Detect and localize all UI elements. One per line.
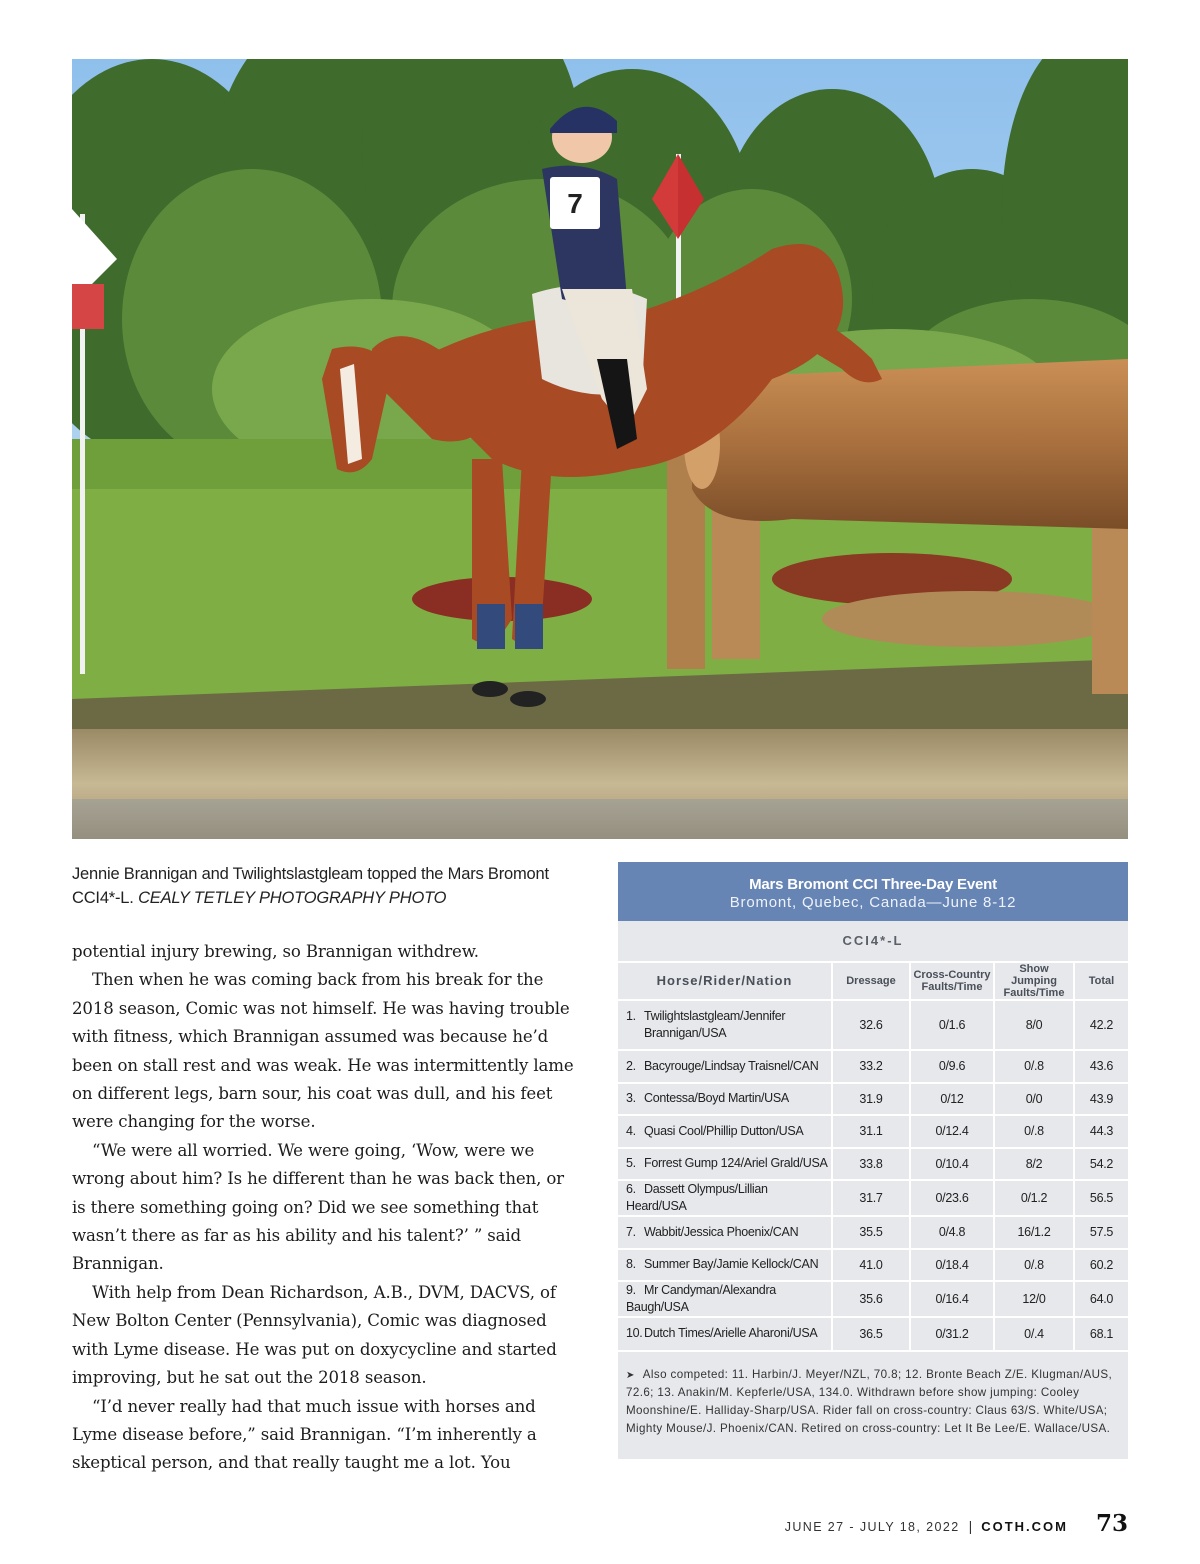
place: 7. — [626, 1224, 636, 1239]
horse-rider-cell — [618, 1317, 832, 1350]
table-row — [618, 1281, 1128, 1317]
article-paragraph: Then when he was coming back from his break for the 2018 season, Comic was not himself. He was having trouble with fitness, which Brannigan assumed was because he’d been on stall rest and was weak. He was intermittently lame on different legs, barn sour, his coat was dull, and his feet were changing for the worse. — [72, 970, 574, 1132]
sj-cell: 8/0 — [994, 1000, 1074, 1050]
xc-cell: 0/18.4 — [910, 1249, 994, 1282]
total-cell: 60.2 — [1074, 1249, 1128, 1282]
xc-cell: 0/31.2 — [910, 1317, 994, 1350]
entry: Wabbit/Jessica Phoenix/CAN — [644, 1224, 799, 1239]
page-footer — [785, 1510, 1128, 1537]
total-cell: 43.9 — [1074, 1083, 1128, 1116]
total-cell: 56.5 — [1074, 1180, 1128, 1216]
horse-rider-cell — [618, 1281, 832, 1317]
table-row — [618, 1249, 1128, 1282]
table-row — [618, 1180, 1128, 1216]
dressage-cell: 41.0 — [832, 1249, 910, 1282]
results-title: Mars Bromont CCI Three-Day Event — [749, 876, 997, 893]
article-paragraph: With help from Dean Richardson, A.B., DVM, DACVS, of New Bolton Center (Pennsylvania), Comic was diagnosed with Lyme disease. He was put on doxycycline and started improving, but he sat out the 2018 season. — [72, 1282, 557, 1388]
horse-rider-cell — [618, 1216, 832, 1249]
place: 3. — [626, 1091, 636, 1106]
dressage-cell: 31.1 — [832, 1115, 910, 1148]
table-row — [618, 1000, 1128, 1050]
total-cell: 54.2 — [1074, 1148, 1128, 1181]
sj-cell: 0/0 — [994, 1083, 1074, 1116]
results-table — [618, 961, 1128, 1350]
xc-cell: 0/12.4 — [910, 1115, 994, 1148]
place: 4. — [626, 1123, 636, 1138]
place: 9. — [626, 1283, 636, 1297]
total-cell: 64.0 — [1074, 1281, 1128, 1317]
total-cell: 43.6 — [1074, 1050, 1128, 1083]
dressage-cell: 32.6 — [832, 1000, 910, 1050]
col-header-horse: Horse/Rider/Nation — [618, 962, 832, 1000]
dressage-cell: 36.5 — [832, 1317, 910, 1350]
horse-rider-cell — [618, 1249, 832, 1282]
sj-cell: 0/1.2 — [994, 1180, 1074, 1216]
place: 1. — [626, 1009, 636, 1023]
col-header-xc-line2: Faults/Time — [921, 981, 983, 993]
dressage-cell: 35.5 — [832, 1216, 910, 1249]
horse-rider-cell — [618, 1083, 832, 1116]
col-header-dressage: Dressage — [832, 962, 910, 1000]
sj-cell: 8/2 — [994, 1148, 1074, 1181]
dressage-cell: 33.8 — [832, 1148, 910, 1181]
article-paragraph: “I’d never really had that much issue with horses and Lyme disease before,” said Brannigan. “I’m inherently a skeptical person, and that really taught me a lot. You — [72, 1396, 537, 1473]
xc-cell: 0/4.8 — [910, 1216, 994, 1249]
sj-cell: 0/.8 — [994, 1050, 1074, 1083]
col-header-cross-country — [910, 962, 994, 1000]
horse-rider-cell — [618, 1000, 832, 1050]
division-label: CCI4*-L — [842, 933, 904, 948]
xc-cell: 0/1.6 — [910, 1000, 994, 1050]
article-body — [72, 938, 577, 1478]
footer-separator: | — [968, 1518, 973, 1534]
col-header-show-jumping — [994, 962, 1074, 1000]
col-header-sj-line1: Show Jumping — [1011, 963, 1057, 987]
arrow-right-icon: ➤ — [626, 1369, 635, 1381]
entry: Dutch Times/Arielle Aharoni/USA — [644, 1326, 818, 1341]
total-cell: 42.2 — [1074, 1000, 1128, 1050]
also-competed-text: Also competed: 11. Harbin/J. Meyer/NZL, 70.8; 12. Bronte Beach Z/E. Klugman/AUS, 72.6; 13. Anakin/M. Kepferle/USA, 134.0. Withdrawn before show jumping: Cooley Moonshine/E. Halliday-Sharp/USA. Rider fall on cross-country: Claus 63/S. White/USA; Mighty Mouse/J. Phoenix/CAN. Retired on cross-country: Let It Be Lee/E. Wallace/USA. — [626, 1367, 1113, 1435]
results-box — [618, 862, 1128, 1459]
article-paragraph: “We were all worried. We were going, ‘Wow, were we wrong about him? Is he different than he was back then, or is there something going on? Did we see something that wasn’t there as far as his ability and his talent?’ ” said Brannigan. — [72, 1140, 564, 1274]
article-paragraph: potential injury brewing, so Brannigan withdrew. — [72, 942, 479, 961]
total-cell: 57.5 — [1074, 1216, 1128, 1249]
entry: Quasi Cool/Phillip Dutton/USA — [644, 1123, 804, 1138]
entry: Dassett Olympus/Lillian Heard/USA — [626, 1182, 768, 1213]
place: 8. — [626, 1257, 636, 1272]
sj-cell: 16/1.2 — [994, 1216, 1074, 1249]
dressage-cell: 31.7 — [832, 1180, 910, 1216]
place: 2. — [626, 1058, 636, 1073]
also-competed-note — [618, 1350, 1128, 1438]
xc-cell: 0/16.4 — [910, 1281, 994, 1317]
xc-cell: 0/9.6 — [910, 1050, 994, 1083]
eventing-photo-illustration — [72, 59, 1128, 839]
horse-rider-cell — [618, 1050, 832, 1083]
page-number: 73 — [1095, 1510, 1128, 1537]
article-photo — [72, 59, 1128, 839]
entry: Mr Candyman/Alexandra Baugh/USA — [626, 1283, 776, 1314]
table-row — [618, 1050, 1128, 1083]
entry: Summer Bay/Jamie Kellock/CAN — [644, 1257, 819, 1272]
photo-credit: CEALY TETLEY PHOTOGRAPHY PHOTO — [138, 889, 447, 907]
entry: Contessa/Boyd Martin/USA — [644, 1091, 789, 1106]
table-row — [618, 1115, 1128, 1148]
col-header-xc-line1: Cross-Country — [913, 969, 991, 981]
col-header-total: Total — [1074, 962, 1128, 1000]
entry: Forrest Gump 124/Ariel Grald/USA — [644, 1156, 828, 1171]
total-cell: 68.1 — [1074, 1317, 1128, 1350]
results-subtitle: Bromont, Quebec, Canada—June 8-12 — [729, 894, 1017, 911]
dressage-cell: 33.2 — [832, 1050, 910, 1083]
total-cell: 44.3 — [1074, 1115, 1128, 1148]
horse-rider-cell — [618, 1180, 832, 1216]
photo-caption — [72, 862, 572, 910]
place: 6. — [626, 1182, 636, 1196]
xc-cell: 0/10.4 — [910, 1148, 994, 1181]
entry: Bacyrouge/Lindsay Traisnel/CAN — [644, 1058, 819, 1073]
bib-number: 7 — [567, 188, 583, 219]
table-row — [618, 1216, 1128, 1249]
table-row — [618, 1148, 1128, 1181]
sj-cell: 0/.8 — [994, 1249, 1074, 1282]
col-header-sj-line2: Faults/Time — [1003, 987, 1065, 999]
dressage-cell: 35.6 — [832, 1281, 910, 1317]
horse-rider-cell — [618, 1148, 832, 1181]
sj-cell: 0/.8 — [994, 1115, 1074, 1148]
results-header — [618, 862, 1128, 921]
entry: Twilightslastgleam/Jennifer — [644, 1009, 786, 1023]
entry-continued: Brannigan/USA — [644, 1026, 727, 1040]
place: 10. — [626, 1326, 643, 1341]
issue-date: JUNE 27 - JULY 18, 2022 — [784, 1520, 960, 1534]
caption-text: Jennie Brannigan and Twilightslastgleam topped the Mars Bromont CCI4*-L. — [72, 865, 549, 907]
xc-cell: 0/23.6 — [910, 1180, 994, 1216]
table-row — [618, 1317, 1128, 1350]
table-header-row — [618, 962, 1128, 1000]
sj-cell: 0/.4 — [994, 1317, 1074, 1350]
site-name: COTH.COM — [981, 1519, 1068, 1534]
table-row — [618, 1083, 1128, 1116]
sj-cell: 12/0 — [994, 1281, 1074, 1317]
dressage-cell: 31.9 — [832, 1083, 910, 1116]
place: 5. — [626, 1156, 636, 1171]
horse-rider-cell — [618, 1115, 832, 1148]
xc-cell: 0/12 — [910, 1083, 994, 1116]
